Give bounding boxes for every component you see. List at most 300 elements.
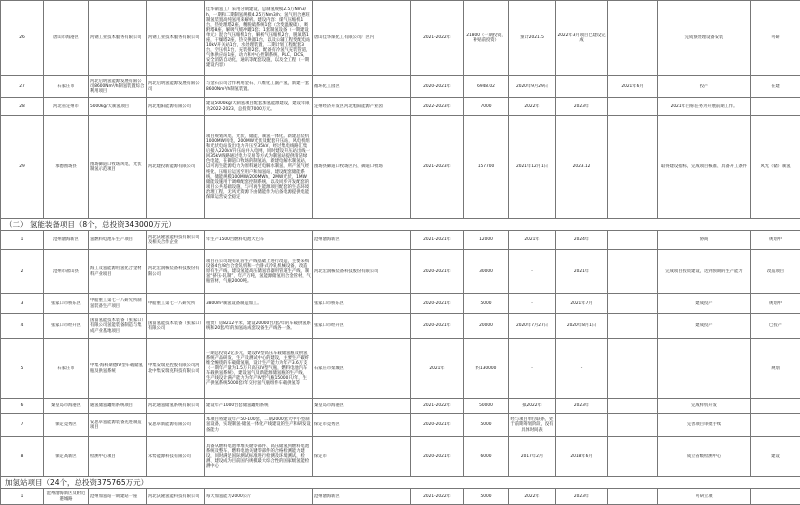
cell-location <box>313 250 411 294</box>
cell-project-text: 沧州加氢站一期建站一座 <box>90 494 145 499</box>
cell-content <box>205 339 313 399</box>
cell-start-text: 2023年 <box>557 104 606 109</box>
cell-investment-text: 21800（一期投资，补贴前投资） <box>465 33 507 43</box>
cell-company <box>147 98 205 116</box>
cell-investment <box>464 414 509 437</box>
cell-investment-text: 约130000 <box>465 366 507 371</box>
cell-status <box>751 116 800 219</box>
cell-period-text: 2020-2021年 <box>412 269 462 274</box>
cell-period <box>411 116 464 219</box>
cell-no-text: 27 <box>2 84 42 89</box>
cell-start <box>556 437 608 477</box>
cell-period-text: 2020-2021年 <box>412 422 462 427</box>
cell-investment-text: 5000 <box>465 422 507 427</box>
cell-company <box>147 294 205 314</box>
cell-investment-text: 12000 <box>465 237 507 242</box>
cell-progress-text: - <box>510 301 554 306</box>
cell-progress-text: 2021年12月1日 <box>510 164 554 169</box>
table-row <box>1 399 800 414</box>
cell-content <box>205 250 313 294</box>
cell-period-text: 2020-2021年 <box>412 323 462 328</box>
cell-project-text: 河钢工业技术服务有限公司 <box>90 35 145 40</box>
cell-goal-text: 完成预处理设备安装 <box>659 35 749 40</box>
cell-no-text: 5 <box>2 366 42 371</box>
cell-location <box>313 1 411 76</box>
cell-project-text: 氢燃料电池车生产项目 <box>90 237 145 242</box>
cell-start <box>556 314 608 339</box>
cell-investment-text: 50000 <box>465 403 507 408</box>
cell-region-text: 沧州渤海新区 <box>45 237 87 242</box>
cell-period <box>411 339 464 399</box>
cell-progress-text: 2020年7月27日 <box>510 323 554 328</box>
cell-status <box>751 98 800 116</box>
cell-goal-text: 完成项目投资建设，达到预期的生产能力 <box>659 269 749 274</box>
cell-region <box>44 98 89 116</box>
cell-progress <box>509 314 556 339</box>
cell-location-text: 循环化工园区 <box>314 84 409 89</box>
cell-no <box>1 294 44 314</box>
table-row <box>1 294 800 314</box>
table-row <box>1 76 800 98</box>
cell-investment <box>464 98 509 116</box>
cell-project <box>89 314 147 339</box>
cell-progress <box>509 231 556 250</box>
cell-content <box>205 76 313 98</box>
cell-start-text: 2022年3月项目已建设完成 <box>557 33 606 43</box>
cell-company <box>147 116 205 219</box>
cell-content-text: 本项目将建设年产50-100套，二期2000套大中小型制氢设备，实现制氢-储氢一体化产线建设的生产和研发设备能力 <box>206 417 311 432</box>
cell-company-text: 河北沃隆氢能科技有限公司及相关合作企业 <box>148 235 203 245</box>
cell-progress <box>509 399 556 414</box>
cell-company-text: 安思卓新能源有限公司 <box>148 422 203 427</box>
section-title: 加氢站项目（24个，总投资375765万元） <box>1 477 800 489</box>
cell-location-text: 秦皇岛市海港区 <box>314 403 409 408</box>
table-row <box>1 250 800 294</box>
cell-period <box>411 250 464 294</box>
cell-content-text: 项目在公司现有轧管生产线基础上进行改造，主要采购设备4台/8台合金轧机和一台卧式冷轧机械设备，改造原有生产线，建设氢能高压储氢容器用管道生产线，制氢“挤压-轧制”，年产万吨，氢能源储氢用合金管材，气瓶管材，气瓶2000吨。 <box>206 259 311 284</box>
cell-status <box>751 294 800 314</box>
cell-goal <box>658 250 751 294</box>
cell-period <box>411 294 464 314</box>
cell-status <box>751 250 800 294</box>
cell-region-text: 沧州渤海新区及附近港城路 <box>45 491 87 501</box>
cell-status-text: 可研 <box>752 35 799 40</box>
cell-start-text: 2018年6月 <box>557 454 606 459</box>
cell-project <box>89 76 147 98</box>
cell-project-text: 安思卓氢能源装备先进制造项目 <box>90 420 145 430</box>
cell-goal <box>658 339 751 399</box>
cell-region <box>44 76 89 98</box>
table-row <box>1 339 800 399</box>
cell-period <box>411 437 464 477</box>
cell-region <box>44 489 89 505</box>
cell-location <box>313 314 411 339</box>
cell-no <box>1 76 44 98</box>
cell-company <box>147 414 205 437</box>
cell-region <box>44 250 89 294</box>
cell-period-text: 2021-2021年 <box>412 237 462 242</box>
cell-region-text: 张家口市桥东区 <box>45 301 87 306</box>
cell-start-text: 2024年 <box>557 237 606 242</box>
cell-project-text: 中集·海科斯德IV型车载储氢瓶及供氢系统 <box>90 363 145 373</box>
cell-content-text: 每天加氢能力2000公斤 <box>206 494 311 499</box>
cell-no-text: 7 <box>2 422 42 427</box>
cell-location <box>313 489 411 505</box>
cell-company-text: 国富氢能技术装备（张家口）有限公司 <box>148 321 203 331</box>
cell-project <box>89 294 147 314</box>
cell-start <box>556 399 608 414</box>
cell-location-text: 沧州渤海新区 <box>314 237 409 242</box>
cell-content-text: 年生产1500台燃料电池大巴车 <box>206 237 311 242</box>
cell-goal <box>658 489 751 505</box>
table-row <box>1 414 800 437</box>
cell-region-text: 石家庄市 <box>45 366 87 371</box>
cell-status-text: 风光（储）制氢 <box>752 164 799 169</box>
cell-investment <box>464 1 509 76</box>
cell-project <box>89 250 147 294</box>
cell-project-text: 5000kg/天制氢项目 <box>90 104 145 109</box>
cell-status-text: 规划中 <box>752 301 799 306</box>
cell-project <box>89 1 147 76</box>
cell-progress-text: - <box>510 366 554 371</box>
cell-end <box>608 76 658 98</box>
cell-end <box>608 399 658 414</box>
cell-start <box>556 489 608 505</box>
cell-company-text: 中集安瑞克控股有限公司河北中集安瑞克科技有限公司 <box>148 363 203 373</box>
cell-no <box>1 339 44 399</box>
table-row <box>1 437 800 477</box>
cell-status-text: 在建 <box>752 84 799 89</box>
section-title: （二） 氢能装备项目（8个，总投资343000万元） <box>1 219 800 231</box>
cell-company <box>147 76 205 98</box>
cell-no-text: 2 <box>2 269 42 274</box>
cell-region <box>44 231 89 250</box>
table-body <box>1 1 800 505</box>
cell-end <box>608 98 658 116</box>
cell-period-text: 2020-2021年 <box>412 84 462 89</box>
cell-start-text: 2020年8月1日 <box>557 323 606 328</box>
cell-end <box>608 294 658 314</box>
cell-progress <box>509 437 556 477</box>
cell-content-text: 一期总投资2亿多元，建设IV型高压车载储氢瓶及供氢系统产品研发、生产及测试中心的建设，主要生产碳纤维全缠绕的车载储氢瓶，设计生产能力为年产3.6万支（一期年产量为1.5万只高压IV型气瓶，燃料电池汽车车载供氢系统），建设氢气及新能源储氢瓶的生产线，生产线设计满产能力为年产IV型气瓶15000只/年，生产供氢系统5000套/年交付氢气瓶组件车载供氢等 <box>206 351 311 387</box>
cell-region <box>44 314 89 339</box>
cell-period-text: 2022-2023年 <box>412 104 462 109</box>
cell-no <box>1 116 44 219</box>
cell-end <box>608 314 658 339</box>
cell-region-text: 沧州市盐山县 <box>45 269 87 274</box>
cell-start <box>556 1 608 76</box>
cell-status <box>751 437 800 477</box>
cell-goal <box>658 1 751 76</box>
cell-status-text: 改造项目 <box>752 269 799 274</box>
cell-start <box>556 231 608 250</box>
cell-company <box>147 314 205 339</box>
cell-content <box>205 399 313 414</box>
cell-investment-text: 5000 <box>465 301 507 306</box>
cell-goal-text: 完善项目审批手续 <box>659 422 749 427</box>
cell-project-text: 海工及氢能源用氢化合金材料产业项目 <box>90 266 145 276</box>
cell-goal-text: 完成样机开发 <box>659 403 749 408</box>
cell-region-text: 保定竞秀区 <box>45 422 87 427</box>
cell-progress <box>509 116 556 219</box>
cell-company <box>147 399 205 414</box>
cell-company-text: 河北旭阳能源有限公司 <box>148 104 203 109</box>
cell-company-text: 河北沃隆氢能科技有限公司 <box>148 494 203 499</box>
cell-start <box>556 250 608 294</box>
cell-status <box>751 76 800 98</box>
cell-goal-text: 成立省级检测中心 <box>659 454 749 459</box>
cell-project <box>89 437 147 477</box>
cell-location <box>313 339 411 399</box>
cell-progress-text: 拟2022年 <box>510 403 554 408</box>
cell-project <box>89 489 147 505</box>
cell-investment <box>464 231 509 250</box>
cell-region <box>44 116 89 219</box>
cell-content <box>205 116 313 219</box>
cell-no <box>1 414 44 437</box>
cell-location <box>313 231 411 250</box>
cell-goal-text: 2021年目标任务为开展前期工作。 <box>659 104 749 109</box>
cell-location <box>313 414 411 437</box>
cell-progress <box>509 414 556 437</box>
cell-no-text: 28 <box>2 104 42 109</box>
cell-location-text: 保定市竞秀区 <box>314 422 409 427</box>
cell-company-text: 河北宏润核装备科技股份有限公司 <box>148 266 203 276</box>
cell-progress-text: 2022年 <box>510 104 554 109</box>
cell-start <box>556 116 608 219</box>
cell-investment <box>464 339 509 399</box>
cell-investment-text: 20000 <box>465 323 507 328</box>
cell-location-text: 围场县御道口牧场区内、御道口牧场 <box>314 164 409 169</box>
cell-location-text: 石家庄市栾城区 <box>314 366 409 371</box>
cell-content-text: 建设5000kg/天制氢项目配套加氢能源建设，建设年限为2022-2023，总投资7000万元。 <box>206 101 311 111</box>
cell-company-text: 河钢工业技术服务有限公司 <box>148 35 203 40</box>
cell-period-text: 2020-2021年 <box>412 454 462 459</box>
cell-region-text: 石家庄市 <box>45 84 87 89</box>
cell-goal <box>658 98 751 116</box>
cell-progress-text: 2017年2月 <box>510 454 554 459</box>
cell-location-text: 沧州渤海新区 <box>314 494 409 499</box>
cell-location <box>313 116 411 219</box>
cell-project <box>89 98 147 116</box>
cell-region-text: 保定高新区 <box>45 454 87 459</box>
cell-progress <box>509 489 556 505</box>
table-row <box>1 314 800 339</box>
cell-no <box>1 1 44 76</box>
cell-content <box>205 489 313 505</box>
cell-no-text: 4 <box>2 323 42 328</box>
cell-end-text: 2021年6月 <box>609 84 656 89</box>
cell-status-text: 规划 <box>752 366 799 371</box>
table-row <box>1 98 800 116</box>
cell-period <box>411 489 464 505</box>
cell-content <box>205 414 313 437</box>
cell-period <box>411 98 464 116</box>
cell-content <box>205 1 313 76</box>
cell-project <box>89 339 147 399</box>
cell-investment <box>464 314 509 339</box>
cell-goal-text: 建成投产 <box>659 301 749 306</box>
cell-investment-text: 157700 <box>465 164 507 169</box>
cell-company <box>147 231 205 250</box>
cell-start <box>556 414 608 437</box>
cell-investment <box>464 116 509 219</box>
cell-progress-text: - <box>510 269 554 274</box>
cell-progress-text: 预计2021.5 <box>510 35 554 40</box>
cell-location <box>313 98 411 116</box>
cell-period <box>411 76 464 98</box>
cell-project <box>89 116 147 219</box>
cell-status-text: 建设 <box>752 454 799 459</box>
cell-start-text: 2023.12 <box>557 164 606 169</box>
cell-goal <box>658 399 751 414</box>
section-header-row <box>1 477 800 489</box>
cell-region <box>44 399 89 414</box>
cell-investment <box>464 294 509 314</box>
cell-goal <box>658 314 751 339</box>
cell-progress <box>509 250 556 294</box>
cell-period-text: 2021-2023年 <box>412 164 462 169</box>
cell-region <box>44 339 89 399</box>
cell-project <box>89 231 147 250</box>
cell-goal <box>658 414 751 437</box>
cell-location-text: 张家口市桥东区 <box>314 301 409 306</box>
cell-content-text: 租赁厂房8212平米，建设20000台/套/年的车载供氢系统和20套/年的加氢站成套设备生产线各一条。 <box>206 321 311 331</box>
table-row <box>1 489 800 505</box>
cell-goal <box>658 116 751 219</box>
cell-location-text: 保定市 <box>314 454 409 459</box>
cell-company <box>147 489 205 505</box>
cell-content-text: 佳华制氢工厂采用分期建设，总制氢规模2.5万Nm3/h，一期和二期制氢规模4.25万Nm3/h；氢气用合惠旺制氢装置高纯氢用来解析。建设内容：煤气压缩机1台，热处理塔2座，精脱硫系统1套（含变温脱硫），吸附塔8座，解吸气缓冲罐1套；1套制氢设备（一期建设单元）混合气压缩机1台，解析气压缩机2台，脱氧塔1座，干燥塔2座，热交换器1台，以及公辅工程变配电站10kV开关站1台，水处理装置，二期计划工程配套3台，空压机1台，充装排2套，配备有冷氢气充装管道，气体供应站1座，动力和中心控制系统，PLC，DCS，安全消防自动化，通讯等配套设施，以及全工程（一期建设内容） <box>206 7 311 68</box>
cell-region-text: 唐山市海港区 <box>45 35 87 40</box>
table-row <box>1 1 800 76</box>
cell-no-text: 6 <box>2 403 42 408</box>
cell-investment-text: 6948.02 <box>465 84 507 89</box>
cell-region <box>44 437 89 477</box>
cell-start <box>556 294 608 314</box>
cell-company-text: 河北启明氢能源发展有限公司 <box>148 81 203 91</box>
cell-no <box>1 399 44 414</box>
cell-start-text: - <box>557 366 606 371</box>
cell-project-text: 通氢储氢罐组系统项目 <box>90 403 145 408</box>
cell-end <box>608 1 658 76</box>
cell-region <box>44 414 89 437</box>
cell-location <box>313 399 411 414</box>
cell-region-text: 河北省定州市 <box>45 104 87 109</box>
cell-location <box>313 437 411 477</box>
cell-region-text: 承德围场县 <box>45 164 87 169</box>
cell-company-text: 河北通氢储氢系统有限公司 <box>148 403 203 408</box>
cell-status <box>751 399 800 414</box>
cell-end <box>608 250 658 294</box>
cell-progress <box>509 1 556 76</box>
cell-progress <box>509 339 556 399</box>
cell-location <box>313 294 411 314</box>
cell-investment <box>464 437 509 477</box>
cell-project-text: 检测中心项目 <box>90 454 145 459</box>
cell-period-text: 2020-2021年 <box>412 301 462 306</box>
cell-end <box>608 339 658 399</box>
cell-end <box>608 437 658 477</box>
cell-content-text: 项目规划风电、光伏、储能、制氢一体化。新建总装机1000MW风电，200MW光伏及配套升压站，风电机组和光伏电站发出电力升压至35kV，经过集电线路汇集后接入220kV升压站并入电网，同时建设升压站出线一回35kV线路通过电力交易等方式为制氢站提供清洁绿色电能，在御道口牧场的制氢站，新建电解水制氢站，以可再生能源电力为原料通过电解水制氢，所产氢气经纯化，压缩后运送至用户和加氢站，建设配套储能系统，储能规模100MW/200MWh，2MW光伏，1MW储能设施用于调峰配套控制系统，以及同步开发配套的项目公共基础设施、与可再生能源项目配套的生态环境治理工程，无风光资源下由储能作为后备电源提供电能保障运营安全稳定 <box>206 134 311 200</box>
section-header-row <box>1 219 800 231</box>
cell-project-text: 河北启明氢能源发展有限公司8600Nm³/h制氢装置综合利用项目 <box>90 79 145 94</box>
cell-project-text: 围场御道口牧场风电、光伏制氢示范项目 <box>90 162 145 172</box>
cell-progress-text: 2022年 <box>510 494 554 499</box>
cell-end <box>608 489 658 505</box>
cell-content <box>205 294 313 314</box>
cell-location-text: 张家口市经开区 <box>314 323 409 328</box>
cell-end <box>608 414 658 437</box>
cell-status <box>751 339 800 399</box>
cell-no-text: 8 <box>2 454 42 459</box>
cell-progress-text: 经与项目单位联系，处于前期筹划阶段，没有具体时间表 <box>510 417 554 432</box>
cell-no-text: 1 <box>2 237 42 242</box>
cell-company-text: 未势能源科技有限公司 <box>148 454 203 459</box>
cell-start-text: 2023年 <box>557 494 606 499</box>
cell-status <box>751 1 800 76</box>
cell-progress-text: 2020年9月29日 <box>510 84 554 89</box>
cell-location <box>313 76 411 98</box>
table-row <box>1 116 800 219</box>
cell-progress <box>509 294 556 314</box>
cell-goal-text: 投产 <box>659 84 749 89</box>
cell-region <box>44 294 89 314</box>
cell-goal <box>658 437 751 477</box>
cell-no <box>1 314 44 339</box>
cell-status <box>751 414 800 437</box>
cell-no <box>1 231 44 250</box>
cell-region-text: 秦皇岛市海港区 <box>45 403 87 408</box>
cell-start-text: 2021年7月 <box>557 301 606 306</box>
cell-no-text: 26 <box>2 35 42 40</box>
cell-start-text: 2023年 <box>557 403 606 408</box>
cell-start-text: 2021年 <box>557 269 606 274</box>
cell-status-text: 已投产 <box>752 323 799 328</box>
cell-project-text: 中船重工第七一八研究所制氢装备生产项目 <box>90 298 145 308</box>
cell-period-text: 2021-2022年 <box>412 35 462 40</box>
cell-start <box>556 339 608 399</box>
cell-period <box>411 231 464 250</box>
cell-investment <box>464 399 509 414</box>
cell-status <box>751 489 800 505</box>
cell-content-text: 具备从燃料电池单堆关键零部件、高压储氢到燃料电池系统及整车，燃料电池关键零部件的合格检测能力建设，同时满足国际测试标准进行检测及环境测试，检测、建设成为目前国内规模最大综合性的国家级氢能检测中心 <box>206 444 311 469</box>
cell-no-text: 29 <box>2 164 42 169</box>
cell-no-text: 1 <box>2 494 42 499</box>
cell-content <box>205 98 313 116</box>
cell-investment-text: 7000 <box>465 104 507 109</box>
cell-period-text: 2021-2022年 <box>412 403 462 408</box>
cell-period <box>411 314 464 339</box>
cell-period-text: 2021年 <box>412 366 462 371</box>
cell-project <box>89 399 147 414</box>
cell-goal-text: 协商 <box>659 237 749 242</box>
cell-investment-text: 5000 <box>465 494 507 499</box>
table-row <box>1 231 800 250</box>
cell-progress-text: 2021年 <box>510 237 554 242</box>
cell-content-text: 建设年产1000台套储氢罐组系统 <box>206 403 311 408</box>
cell-company <box>147 250 205 294</box>
cell-no <box>1 98 44 116</box>
cell-company <box>147 1 205 76</box>
cell-start <box>556 98 608 116</box>
cell-location-text: 定州经济开发区河北旭阳能源产业园 <box>314 104 409 109</box>
cell-end <box>608 231 658 250</box>
cell-goal <box>658 76 751 98</box>
cell-goal-text: 取得建设指标，完成项目核准、具备开工条件 <box>659 164 749 169</box>
cell-goal <box>658 294 751 314</box>
cell-content <box>205 231 313 250</box>
